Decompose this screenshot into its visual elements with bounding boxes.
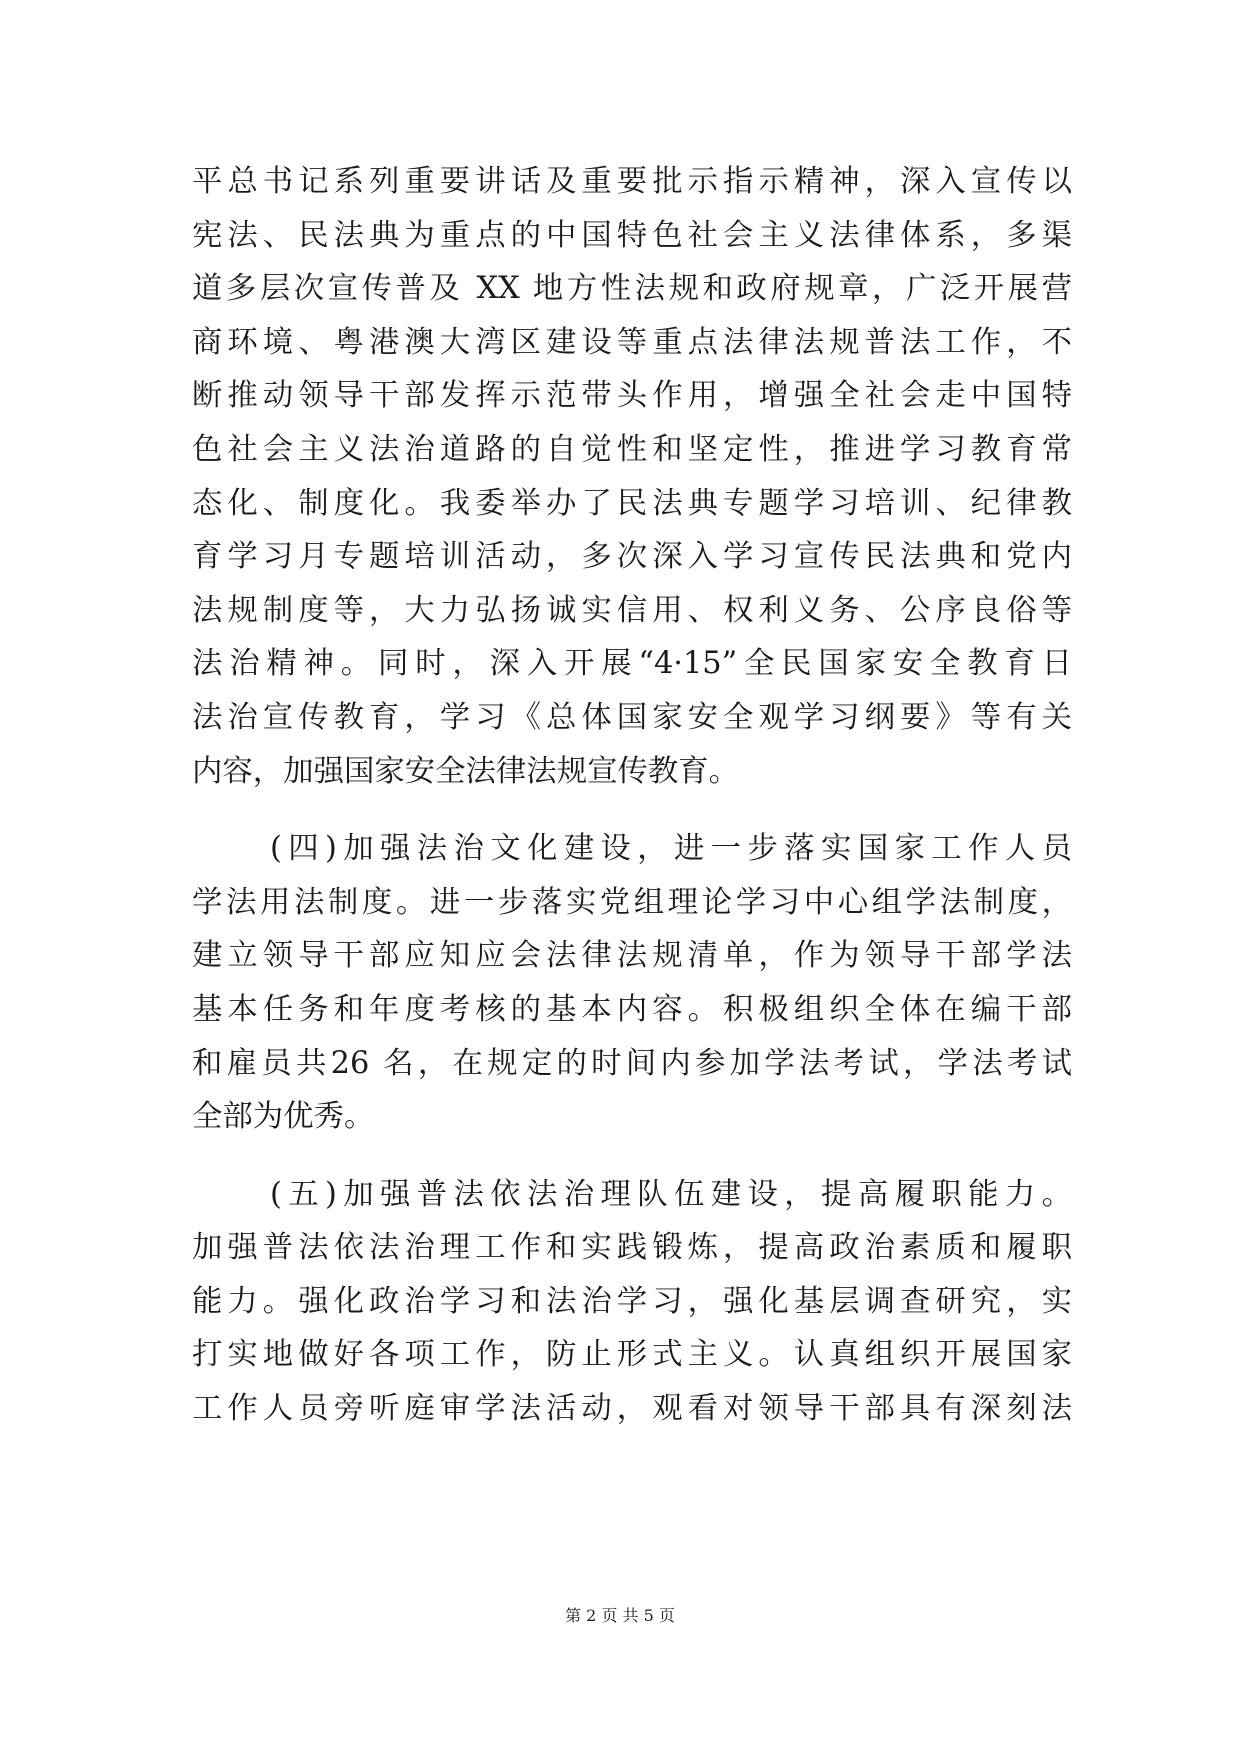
body-text <box>192 160 1072 1441</box>
text-line: 法规制度等，大力弘扬诚实信用、权利义务、公序良俗等 <box>192 592 1072 628</box>
text-line: 平总书记系列重要讲话及重要批示指示精神，深入宣传以 <box>192 164 1072 199</box>
text-line: 和雇员共26 名，在规定的时间内参加学法考试，学法考试 <box>192 1045 1072 1081</box>
text-line: 内容，加强国家安全法律法规宣传教育。 <box>192 753 740 789</box>
section-heading-line: (五)加强普法依法治理队伍建设，提高履职能力。 <box>270 1176 1072 1212</box>
text-line: 建立领导干部应知应会法律法规清单，作为领导干部学法 <box>192 938 1072 974</box>
text-line: 加强普法依法治理工作和实践锻炼，提高政治素质和履职 <box>192 1230 1072 1266</box>
text-line: 打实地做好各项工作，防止形式主义。认真组织开展国家 <box>192 1337 1072 1373</box>
text-line: 断推动领导干部发挥示范带头作用，增强全社会走中国特 <box>192 378 1072 414</box>
text-line: 道多层次宣传普及 XX 地方性法规和政府规章，广泛开展营 <box>192 271 1072 307</box>
paragraph <box>192 827 1072 1139</box>
paragraph-spacer <box>192 1149 1072 1173</box>
paragraph <box>192 1173 1072 1431</box>
text-line: 基本任务和年度考核的基本内容。积极组织全体在编干部 <box>192 991 1072 1027</box>
text-line: 育学习月专题培训活动，多次深入学习宣传民法典和党内 <box>192 539 1072 575</box>
text-line: 能力。强化政治学习和法治学习，强化基层调查研究，实 <box>192 1283 1072 1319</box>
paragraph-spacer <box>192 803 1072 827</box>
paragraph <box>192 160 1072 794</box>
text-line: 态化、制度化。我委举办了民法典专题学习培训、纪律教 <box>192 485 1072 521</box>
page-number-footer: 第 2 页 共 5 页 <box>565 1606 675 1625</box>
text-line: 工作人员旁听庭审学法活动，观看对领导干部具有深刻法 <box>192 1391 1072 1427</box>
text-line: 商环境、粤港澳大湾区建设等重点法律法规普法工作，不 <box>192 324 1072 360</box>
text-line: 全部为优秀。 <box>192 1099 375 1135</box>
section-heading-line: (四)加强法治文化建设，进一步落实国家工作人员 <box>270 831 1072 867</box>
text-line: 法治宣传教育，学习《总体国家安全观学习纲要》等有关 <box>192 699 1072 735</box>
text-line: 学法用法制度。进一步落实党组理论学习中心组学法制度， <box>192 884 1072 920</box>
text-line: 宪法、民法典为重点的中国特色社会主义法律体系，多渠 <box>192 217 1072 253</box>
text-line: 法治精神。同时，深入开展“4·15”全民国家安全教育日 <box>192 646 1072 682</box>
text-line: 色社会主义法治道路的自觉性和坚定性，推进学习教育常 <box>192 431 1072 467</box>
